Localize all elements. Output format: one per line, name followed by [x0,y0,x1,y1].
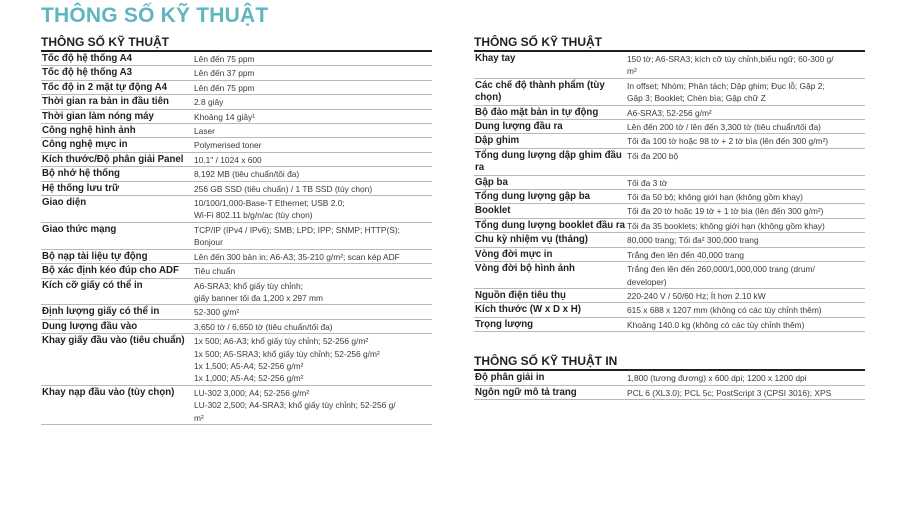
spec-label: Bộ nhớ hệ thống [42,168,120,180]
spec-label: Tổng dung lượng booklet đầu ra [475,219,626,231]
spec-value-line: Lên đến 37 ppm [194,68,255,79]
section-heading-print-specs: THÔNG SỐ KỸ THUẬT IN [474,352,865,371]
spec-value [626,134,865,147]
spec-row [474,219,865,233]
spec-row [474,303,865,317]
left-spec-column [41,33,432,425]
spec-label: Kích thước (W x D x H) [475,304,581,316]
spec-value [193,250,432,263]
spec-label: Dung lượng đầu vào [42,320,138,332]
spec-value [626,120,865,133]
spec-value-line: In offset; Nhóm; Phân tách; Dập ghim; Đục lỗ; Gập 2; [627,80,825,91]
spec-label: Gập ba [475,176,508,188]
spec-row [474,248,865,262]
print-spec-table [474,371,865,400]
spec-label: Tốc độ hệ thống A4 [42,53,133,64]
spec-row [474,106,865,120]
spec-value [193,196,432,222]
spec-label: Công nghệ mực in [42,139,128,151]
spec-value-line: Tối đa 35 booklets; không giới hạn (không gồm khay) [627,220,825,231]
page-title: THÔNG SỐ KỸ THUẬT [41,4,269,27]
spec-label: Khay nạp đầu vào (tùy chọn) [42,386,175,398]
spec-value-line: Khoảng 140.0 kg (không có các tùy chỉnh thêm) [627,319,805,330]
spec-value [193,320,432,333]
spec-row [474,52,865,79]
spec-value [193,264,432,277]
spec-value-line: 615 x 688 x 1207 mm (không có các tùy chỉnh thêm) [627,305,822,316]
spec-value-line: m² [627,66,637,77]
spec-value [626,371,865,384]
spec-row [474,176,865,190]
spec-value [626,176,865,189]
section-heading-specs: THÔNG SỐ KỸ THUẬT [41,33,432,52]
spec-value [626,204,865,217]
spec-value [193,110,432,123]
spec-value [626,262,865,288]
spec-row [474,262,865,289]
spec-value-line: Lên đến 75 ppm [194,82,255,93]
spec-value [626,318,865,331]
spec-value-line: Tối đa 20 tờ hoặc 19 tờ + 1 tờ bìa (lên đến 300 g/m²) [627,206,824,217]
spec-value-line: Lên đến 200 tờ / lên đến 3,300 tờ (tiêu chuẩn/tối đa) [627,122,821,133]
spec-value [193,167,432,180]
spec-label: Bộ nạp tài liệu tự động [42,250,148,262]
spec-row [41,196,432,223]
spec-label: Khay tay [475,53,516,64]
spec-value [626,386,865,399]
spec-label: Tốc độ hệ thống A3 [42,67,133,79]
spec-value-line: A6-SRA3; khổ giấy tùy chỉnh; [194,280,303,291]
spec-row [474,149,865,176]
spec-table-continued [474,52,865,332]
spec-value-line: Laser [194,126,215,137]
spec-value-line: Lên đến 300 bản in; A6-A3; 35-210 g/m²; scan kép ADF [194,251,400,262]
right-spec-column [474,33,865,400]
spec-value-line: Trắng đen lên đến 40,000 trang [627,249,745,260]
spec-value [193,81,432,94]
spec-label: Tổng dung lượng gập ba [475,191,591,203]
spec-value [626,303,865,316]
spec-row [41,167,432,181]
spec-value [193,182,432,195]
spec-value-line: 1x 500; A5-SRA3; khổ giấy tùy chỉnh; 52-256 g/m² [194,348,380,359]
spec-label: Thời gian làm nóng máy [42,110,154,122]
spec-value-line: 80,000 trang; Tối đa² 300,000 trang [627,235,759,246]
spec-value-line: PCL 6 (XL3.0); PCL 5c; PostScript 3 (CPSI 3016); XPS [627,387,832,398]
spec-row [474,134,865,148]
spec-value-line: 256 GB SSD (tiêu chuẩn) / 1 TB SSD (tùy chọn) [194,183,373,194]
spec-value-line: Tối đa 50 bộ; không giới hạn (không gồm khay) [627,192,803,203]
spec-value-line: 1,800 (tương đương) x 600 dpi; 1200 x 1200 dpi [627,373,807,384]
spec-row [41,52,432,66]
spec-row [474,371,865,385]
spec-value-line: giấy banner tối đa 1,200 x 297 mm [194,292,323,303]
spec-label: Các chế độ thành phẩm (tùy chọn) [475,79,605,104]
spec-row [41,138,432,152]
spec-value-line: Tối đa 200 bộ [627,150,679,161]
spec-row [41,305,432,319]
spec-label: Vòng đời bộ hình ảnh [475,263,575,275]
spec-label: Bộ xác định kéo đúp cho ADF [42,265,179,277]
spec-value-line: 2.8 giây [194,97,224,108]
spec-row [41,334,432,386]
spec-row [474,190,865,204]
spec-value-line: LU-302 2,500; A4-SRA3; khổ giấy tùy chỉnh; 52-256 g/ [194,400,396,411]
spec-label: Booklet [475,205,511,217]
spec-value-line: developer) [627,276,667,287]
spec-value [626,106,865,119]
spec-value [193,279,432,305]
spec-value [626,79,865,105]
spec-row [41,250,432,264]
spec-value-line: A6-SRA3; 52-256 g/m² [627,107,712,118]
spec-label: Hệ thống lưu trữ [42,182,119,194]
spec-label: Dung lượng đầu ra [475,121,563,133]
spec-label: Tổng dung lượng dập ghim đầu ra [475,149,622,174]
spec-value-line: Gập 3; Booklet; Chèn bìa; Gập chữ Z [627,93,766,104]
spec-value-line: 150 tờ; A6-SRA3; kích cỡ tùy chỉnh,biểu ngữ; 60-300 g/ [627,54,834,64]
spec-value-line: 52-300 g/m² [194,307,240,318]
spec-row [41,320,432,334]
spec-row [41,81,432,95]
spec-value-line: Tối đa 100 tờ hoặc 98 tờ + 2 tờ bìa (lên đến 300 g/m²) [627,136,829,147]
spec-value [193,334,432,385]
spec-value-line: Wi-Fi 802.11 b/g/n/ac (tùy chọn) [194,210,313,221]
spec-label: Kích cỡ giấy có thể in [42,279,143,291]
spec-label: Chu kỳ nhiệm vụ (tháng) [475,234,589,246]
spec-row [474,204,865,218]
spec-value-line: Khoảng 14 giây¹ [194,111,255,122]
spec-row [41,386,432,425]
spec-label: Thời gian ra bản in đầu tiên [42,96,169,108]
spec-value-line: 10.1" / 1024 x 600 [194,154,262,165]
spec-value-line: 1x 500; A6-A3; khổ giấy tùy chỉnh; 52-256 g/m² [194,336,369,347]
section-heading-specs-continued: THÔNG SỐ KỸ THUẬT [474,33,865,52]
spec-value [626,190,865,203]
spec-table [41,52,432,425]
spec-label: Tốc độ in 2 mặt tự động A4 [42,81,168,93]
spec-row [474,386,865,400]
spec-label: Dập ghim [475,135,520,147]
spec-value [626,248,865,261]
spec-value [626,289,865,302]
spec-value [193,223,432,249]
spec-value [626,149,865,175]
spec-row [41,66,432,80]
spec-row [41,110,432,124]
spec-value [193,386,432,424]
spec-value [626,233,865,246]
spec-row [41,182,432,196]
spec-value-line: 1x 1,500; A5-A4; 52-256 g/m² [194,360,304,371]
spec-value [193,138,432,151]
spec-value-line: Bonjour [194,237,223,248]
spec-value-line: 10/100/1,000-Base-T Ethernet; USB 2.0; [194,198,345,209]
spec-row [41,264,432,278]
spec-label: Công nghệ hình ảnh [42,125,136,137]
spec-row [474,233,865,247]
spec-label: Nguồn điện tiêu thụ [475,289,566,301]
spec-row [474,318,865,332]
spec-value [193,66,432,79]
spec-value-line: 3,650 tờ / 6,650 tờ (tiêu chuẩn/tối đa) [194,321,333,332]
spec-label: Giao thức mạng [42,223,117,235]
spec-value-line: Polymerised toner [194,140,262,151]
spec-value-line: TCP/IP (IPv4 / IPv6); SMB; LPD; IPP; SNMP; HTTP(S); [194,224,401,235]
spec-row [41,279,432,306]
spec-row [41,95,432,109]
spec-value [626,52,865,78]
spec-label: Định lượng giấy có thể in [42,306,160,318]
spec-row [474,79,865,106]
spec-value [626,219,865,232]
spec-value-line: Trắng đen lên đến 260,000/1,000,000 trang (drum/ [627,264,815,275]
spec-value [193,95,432,108]
spec-value [193,153,432,166]
spec-row [474,289,865,303]
spec-row [474,120,865,134]
spec-value-line: 220-240 V / 50/60 Hz; Ít hơn 2.10 kW [627,290,766,301]
spec-value-line: Tiêu chuẩn [194,266,236,277]
spec-label: Bộ đảo mặt bản in tự động [475,106,599,118]
spec-value-line: m² [194,412,204,423]
spec-value-line: Tối đa 3 tờ [627,177,668,188]
spec-row [41,153,432,167]
spec-value-line: 1x 1,000; A5-A4; 52-256 g/m² [194,373,304,384]
spec-label: Độ phân giải in [475,372,545,384]
spec-value-line: Lên đến 75 ppm [194,54,255,64]
spec-label: Khay giấy đầu vào (tiêu chuẩn) [42,335,185,347]
spec-label: Giao diện [42,197,87,209]
spec-row [41,124,432,138]
spec-label: Trọng lượng [475,318,534,330]
spec-row [41,223,432,250]
spec-label: Ngôn ngữ mô tả trang [475,386,577,398]
spec-label: Vòng đời mực in [475,248,553,260]
spec-value [193,124,432,137]
spec-value-line: 8,192 MB (tiêu chuẩn/tối đa) [194,169,300,180]
spec-value [193,305,432,318]
spec-value-line: LU-302 3,000; A4; 52-256 g/m² [194,387,309,398]
spec-value [193,52,432,65]
spec-label: Kích thước/Độ phân giải Panel [42,153,184,165]
